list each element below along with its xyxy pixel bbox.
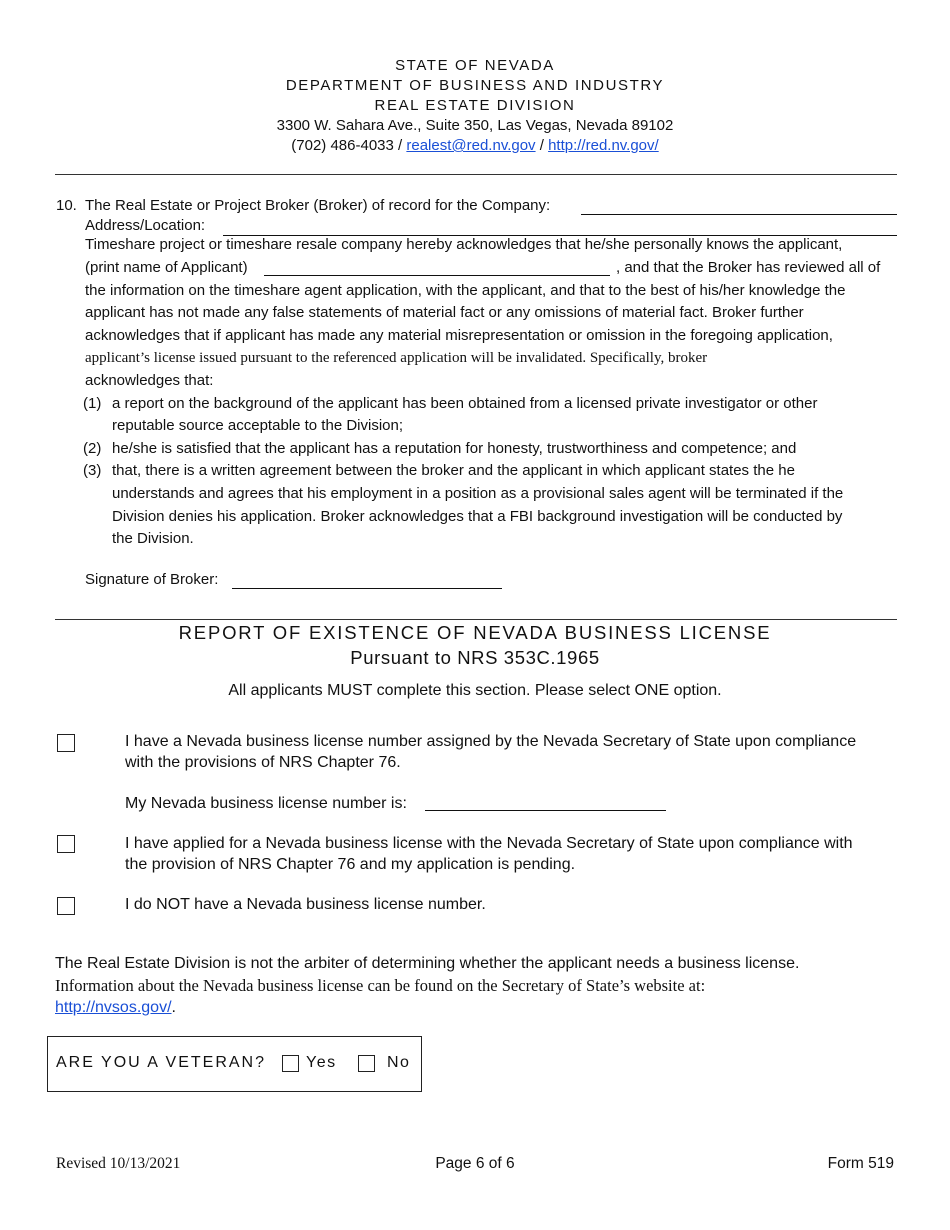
option-no-license-text: I do NOT have a Nevada business license number. (125, 896, 486, 913)
item-number: (2) (83, 440, 102, 457)
ack-paragraph-line: applicant has not made any false statements of material fact or any omissions of material fact. Broker further (85, 304, 804, 321)
item-number: (3) (83, 462, 102, 479)
item-text: reputable source acceptable to the Division; (112, 417, 404, 434)
broker-name-field[interactable] (581, 214, 897, 215)
ack-paragraph-line: applicant’s license issued pursuant to the referenced application will be invalidated. Specifically, broker (85, 350, 708, 366)
license-note-line: The Real Estate Division is not the arbiter of determining whether the applicant needs a business license. (55, 955, 800, 972)
option-applied-checkbox[interactable] (57, 835, 75, 853)
signature-label: Signature of Broker: (85, 571, 219, 588)
ack-paragraph-line: acknowledges that: (85, 372, 214, 389)
section-number: 10. (56, 197, 77, 214)
veteran-yes-checkbox[interactable] (282, 1055, 299, 1072)
item-text: that, there is a written agreement between the broker and the applicant in which applicant states the he (112, 462, 795, 479)
header-state: STATE OF NEVADA (395, 57, 555, 74)
nvsos-link[interactable]: http://nvsos.gov/ (55, 999, 172, 1016)
footer-form: Form 519 (827, 1155, 894, 1172)
header-contact: (702) 486-4033 / realest@red.nv.gov / http://red.nv.gov/ (291, 137, 659, 154)
item-number: (1) (83, 395, 102, 412)
veteran-question: ARE YOU A VETERAN? (56, 1054, 266, 1071)
option-has-license-checkbox[interactable] (57, 734, 75, 752)
option-applied-text: the provision of NRS Chapter 76 and my application is pending. (125, 856, 576, 873)
footer-revised: Revised 10/13/2021 (56, 1155, 181, 1172)
license-number-label: My Nevada business license number is: (125, 795, 407, 812)
business-license-subtitle: Pursuant to NRS 353C.1965 (350, 647, 600, 668)
header-divider (55, 174, 897, 175)
business-license-title: REPORT OF EXISTENCE OF NEVADA BUSINESS LICENSE (178, 622, 772, 643)
ack-paragraph-line: acknowledges that if applicant has made any material misrepresentation or omission in the foregoing application, (85, 327, 833, 344)
ack-paragraph-line: , and that the Broker has reviewed all of (616, 259, 881, 276)
section-divider (55, 619, 897, 620)
option-has-license-text: with the provisions of NRS Chapter 76. (125, 754, 401, 771)
header-division: REAL ESTATE DIVISION (374, 97, 576, 114)
ack-paragraph-line: Timeshare project or timeshare resale company hereby acknowledges that he/she personally knows the applicant, (85, 236, 843, 253)
item-text: a report on the background of the applicant has been obtained from a licensed private investigator or other (112, 395, 818, 412)
agency-header (0, 56, 950, 156)
option-has-license-text: I have a Nevada business license number assigned by the Nevada Secretary of State upon compliance (125, 733, 857, 750)
veteran-no-label: No (387, 1054, 411, 1071)
header-department: DEPARTMENT OF BUSINESS AND INDUSTRY (285, 77, 665, 94)
item-text: the Division. (112, 530, 194, 547)
license-note-line: Information about the Nevada business license can be found on the Secretary of State’s website at: (55, 976, 706, 995)
header-address: 3300 W. Sahara Ave., Suite 350, Las Vegas, Nevada 89102 (276, 117, 674, 134)
address-label: Address/Location: (85, 217, 206, 234)
license-number-field[interactable] (425, 810, 666, 811)
broker-signature-field[interactable] (232, 588, 502, 589)
ack-paragraph-line: the information on the timeshare agent application, with the applicant, and that to the best of his/her knowledge the (85, 282, 846, 299)
item-text: understands and agrees that his employment in a position as a provisional sales agent will be terminated if the (112, 485, 844, 502)
veteran-no-checkbox[interactable] (358, 1055, 375, 1072)
license-note-link-line: http://nvsos.gov/. (55, 999, 176, 1016)
footer-page: Page 6 of 6 (435, 1155, 515, 1172)
header-phone: (702) 486-4033 (291, 137, 394, 154)
option-no-license-checkbox[interactable] (57, 897, 75, 915)
applicant-name-field[interactable] (264, 275, 610, 276)
option-applied-text: I have applied for a Nevada business license with the Nevada Secretary of State upon compliance with (125, 835, 853, 852)
business-license-instruction: All applicants MUST complete this section. Please select ONE option. (228, 682, 722, 699)
email-link[interactable]: realest@red.nv.gov (406, 137, 536, 154)
item-text: he/she is satisfied that the applicant has a reputation for honesty, trustworthiness and competence; and (112, 440, 797, 457)
broker-label: The Real Estate or Project Broker (Broker) of record for the Company: (85, 197, 551, 214)
item-text: Division denies his application. Broker acknowledges that a FBI background investigation will be conducted by (112, 508, 843, 525)
website-link[interactable]: http://red.nv.gov/ (548, 137, 659, 154)
print-name-label: (print name of Applicant) (85, 259, 248, 276)
veteran-yes-label: Yes (306, 1054, 337, 1071)
